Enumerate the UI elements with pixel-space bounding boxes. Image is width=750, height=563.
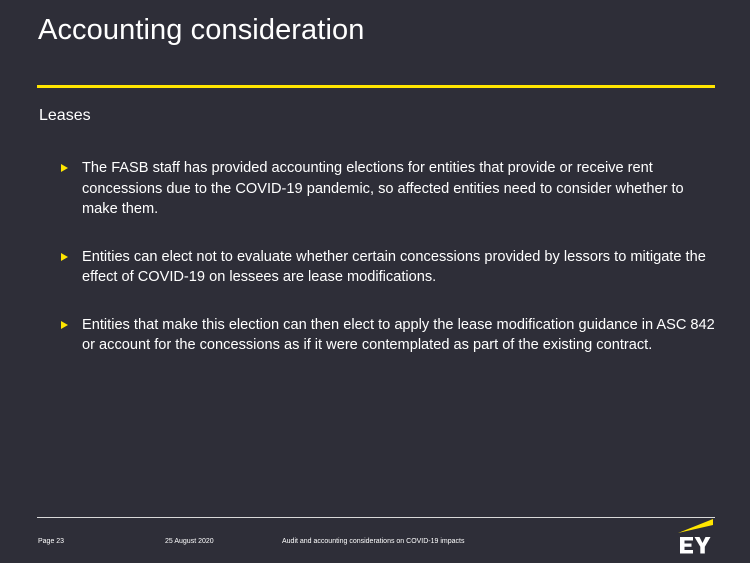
footer-document-title: Audit and accounting considerations on COVID-19 impacts (282, 538, 465, 545)
bullet-item (58, 158, 718, 220)
slide-title: Accounting consideration (38, 14, 365, 46)
triangle-bullet-icon (61, 253, 68, 261)
bullet-item (58, 247, 718, 288)
bullet-list (58, 158, 718, 383)
ey-logo-icon (676, 519, 714, 555)
triangle-bullet-icon (61, 164, 68, 172)
bullet-text: Entities can elect not to evaluate whether certain concessions provided by lessors to mitigate the effect of COVID-19 on lessees are lease modifications. (82, 248, 706, 285)
page-number: Page 23 (38, 538, 65, 545)
footer-date: 25 August 2020 (165, 538, 214, 545)
bullet-text: Entities that make this election can then elect to apply the lease modification guidance in ASC 842 or account for the concessions as if it were contemplated as part of the existing contract. (82, 316, 715, 353)
section-heading: Leases (39, 107, 91, 124)
footer-divider (37, 517, 715, 518)
triangle-bullet-icon (61, 321, 68, 329)
title-underline (37, 85, 715, 88)
bullet-item (58, 315, 718, 356)
bullet-text: The FASB staff has provided accounting elections for entities that provide or receive rent concessions due to the COVID-19 pandemic, so affected entities need to consider whether to make them. (82, 160, 684, 217)
